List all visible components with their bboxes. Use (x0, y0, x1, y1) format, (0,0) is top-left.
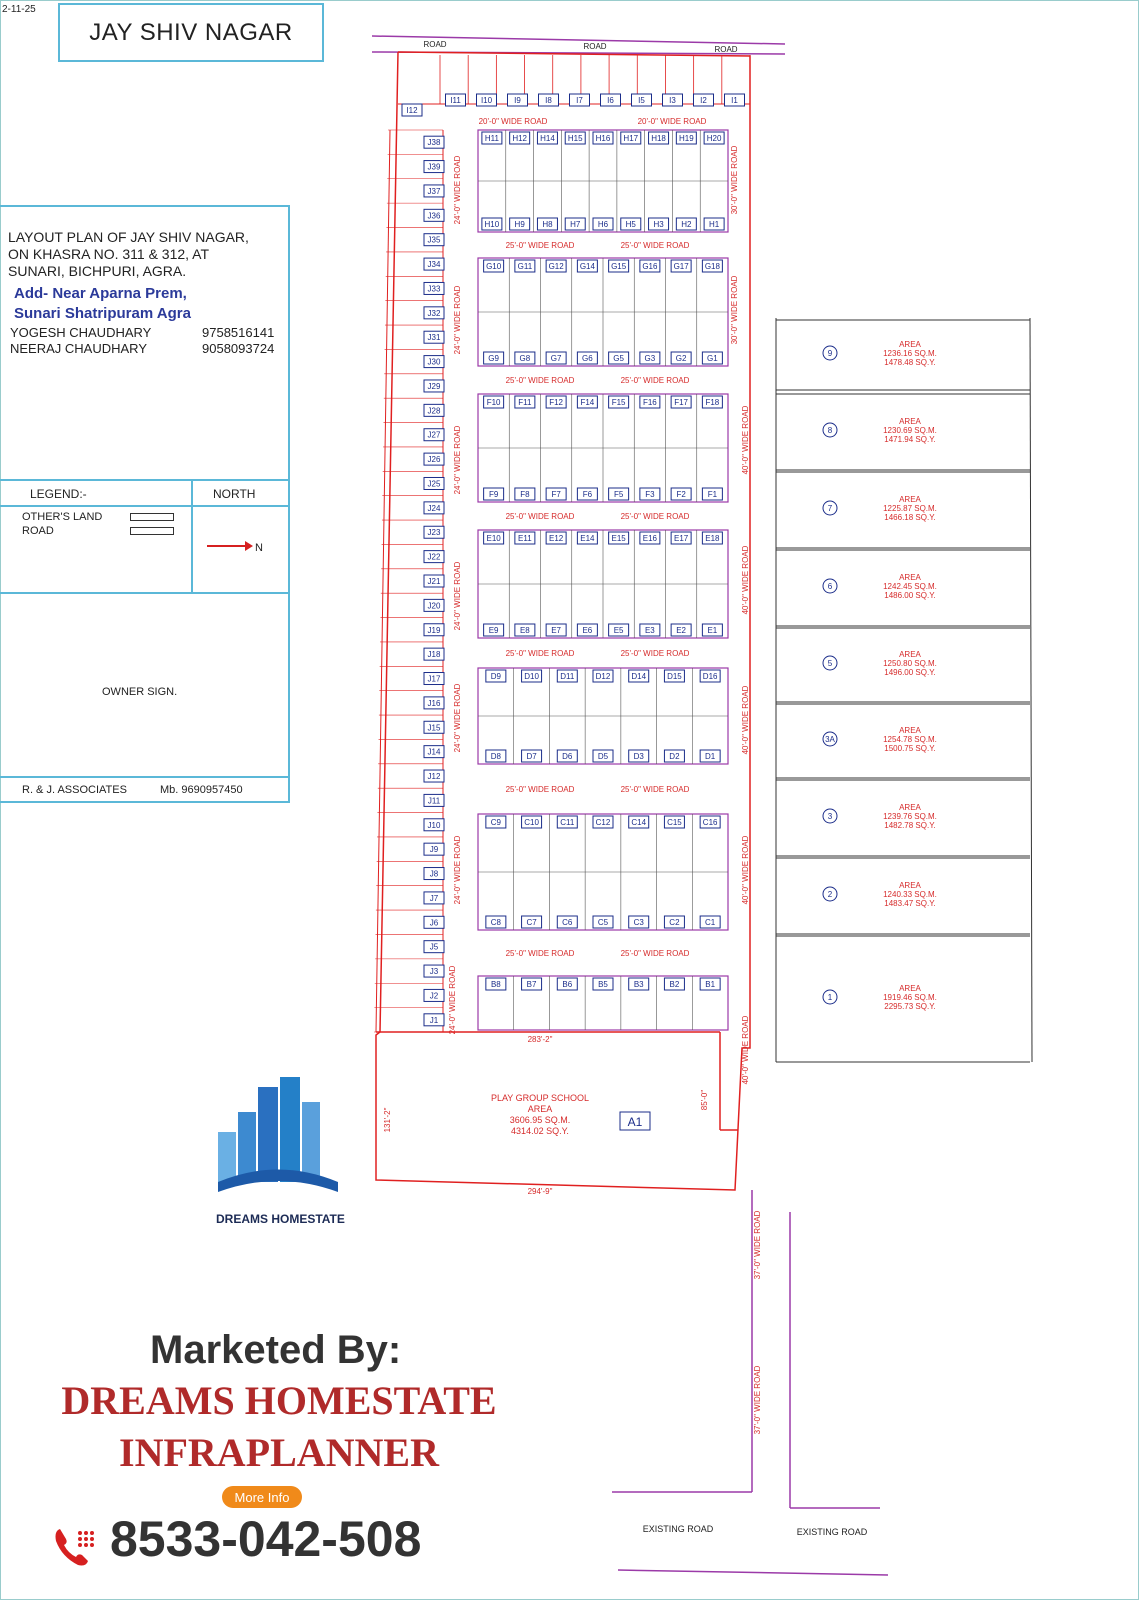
page-title: JAY SHIV NAGAR (58, 3, 324, 62)
plot-id: B6 (562, 980, 573, 989)
plot-id: J18 (427, 650, 441, 660)
contact-phone: 9758516141 (202, 325, 275, 340)
plot-id: J19 (427, 625, 441, 635)
plot-id: C5 (597, 918, 609, 927)
road-label: 40'-0" WIDE ROAD (741, 835, 750, 905)
plot-id: C10 (524, 818, 539, 827)
date-stamp: 2-11-25 (2, 4, 36, 15)
legend-others-land: OTHER'S LAND (22, 511, 103, 523)
plot-id: E3 (644, 626, 655, 635)
plot-id: J8 (429, 869, 439, 879)
plot-id: H11 (484, 134, 499, 143)
road-label: 20'-0" WIDE ROAD (478, 117, 548, 126)
plot-id: F1 (707, 490, 718, 499)
plot-id: E10 (486, 534, 501, 543)
road-label: 25'-0" WIDE ROAD (620, 241, 690, 250)
plot-id: F18 (705, 398, 720, 407)
plot-id: H1 (708, 220, 720, 229)
plot-id: J22 (427, 552, 441, 562)
plot-id: D1 (705, 752, 716, 761)
plot-id: J38 (427, 138, 441, 148)
school-area-label: AREA (527, 1104, 553, 1114)
company-name-line-2: INFRAPLANNER (119, 1430, 439, 1475)
plot-id: E7 (551, 626, 562, 635)
plot-id: H8 (542, 220, 553, 229)
plot-id: D16 (702, 672, 718, 681)
plot-id: I10 (480, 96, 493, 105)
plot-area-label: AREA (899, 726, 921, 735)
plot-id: E12 (549, 534, 564, 543)
plot-id: D12 (595, 672, 611, 681)
plot-id: E8 (519, 626, 530, 635)
road-label: 24'-0" WIDE ROAD (453, 683, 462, 753)
plot-id: H10 (484, 220, 500, 229)
plot-id: C14 (631, 818, 647, 827)
plot-id: C6 (562, 918, 573, 927)
plot-id: 2 (827, 890, 833, 899)
brand-logo-text: DREAMS HOMESTATE (216, 1212, 345, 1226)
plot-id: J34 (427, 260, 441, 270)
plot-id: E6 (582, 626, 593, 635)
plot-id: J23 (427, 528, 441, 538)
plot-id: H19 (678, 134, 694, 143)
plot-id: E17 (674, 534, 689, 543)
plot-id: J9 (429, 845, 439, 855)
plot-id: H12 (512, 134, 528, 143)
plot-id: I3 (669, 96, 676, 105)
plot-id: H2 (681, 220, 692, 229)
plot-id: J26 (427, 455, 441, 465)
plot-area-label: AREA (899, 495, 921, 504)
north-label: N (255, 542, 263, 554)
layout-line-3: SUNARI, BICHPURI, AGRA. (8, 263, 187, 279)
plot-area-sqm: 1225.87 SQ.M. (883, 504, 937, 513)
plot-id: I12 (406, 106, 418, 115)
plot-id: D9 (490, 672, 501, 681)
plot-id: 5 (827, 659, 833, 668)
marketed-by: Marketed By: (150, 1328, 402, 1372)
plot-id: I5 (638, 96, 645, 105)
plot-id: E1 (707, 626, 718, 635)
plot-id: J29 (427, 381, 441, 391)
plot-id: J10 (427, 820, 441, 830)
road-label: 24'-0" WIDE ROAD (453, 425, 462, 495)
plot-id: F8 (520, 490, 530, 499)
plot-id: J15 (427, 723, 441, 733)
plot-id: J12 (427, 772, 441, 782)
road-label: ROAD (583, 42, 607, 51)
road-edge (618, 1570, 888, 1575)
plot-id: A1 (627, 1115, 643, 1129)
plot-id: H17 (623, 134, 639, 143)
plot-id: G8 (519, 354, 531, 363)
plot-id: G16 (642, 262, 658, 271)
road-label: 24'-0" WIDE ROAD (453, 285, 462, 355)
plot-area-sqm: 1242.45 SQ.M. (883, 582, 937, 591)
plot-id: H18 (651, 134, 666, 143)
plot-id: J36 (427, 211, 441, 221)
plot-id: F7 (551, 490, 561, 499)
plot-id: H16 (595, 134, 611, 143)
plot-id: C11 (560, 818, 575, 827)
plot-id: I9 (514, 96, 521, 105)
plot-id: F5 (613, 490, 624, 499)
plot-id: I1 (731, 96, 738, 105)
plot-id: F2 (676, 490, 686, 499)
plot-id: D3 (633, 752, 644, 761)
plot-id: 3 (827, 812, 833, 821)
plot-id: C2 (669, 918, 680, 927)
plot-id: J2 (429, 991, 439, 1001)
plot-id: G3 (644, 354, 656, 363)
contact-name: YOGESH CHAUDHARY (10, 325, 152, 340)
plot-area-sqm: 1250.80 SQ.M. (883, 659, 937, 668)
plot-area-sqy: 2295.73 SQ.Y. (884, 1002, 936, 1011)
north-title: NORTH (213, 487, 256, 501)
plot-area-sqy: 1486.00 SQ.Y. (884, 591, 936, 600)
plot-id: D15 (667, 672, 682, 681)
road-label: 24'-0" WIDE ROAD (453, 561, 462, 631)
address-line-2: Sunari Shatripuram Agra (14, 305, 191, 322)
plot-id: J7 (429, 893, 439, 903)
layout-line-1: LAYOUT PLAN OF JAY SHIV NAGAR, (8, 229, 249, 245)
plot-id: G15 (611, 262, 627, 271)
more-info-button[interactable]: More Info (222, 1486, 302, 1508)
plot-id: C1 (705, 918, 716, 927)
plot-id: G14 (579, 262, 595, 271)
road-label: 25'-0" WIDE ROAD (505, 376, 575, 385)
plot-id: D7 (526, 752, 537, 761)
plot-area-sqy: 1496.00 SQ.Y. (884, 668, 936, 677)
plot-id: H9 (514, 220, 525, 229)
road-label: 40'-0" WIDE ROAD (741, 1015, 750, 1085)
road-label: 24'-0" WIDE ROAD (453, 835, 462, 905)
legend-title: LEGEND:- (30, 487, 87, 501)
road-label: 30'-0" WIDE ROAD (730, 275, 739, 345)
contact-name: NEERAJ CHAUDHARY (10, 341, 148, 356)
road-label: 25'-0" WIDE ROAD (620, 649, 690, 658)
road-label: 37'-0" WIDE ROAD (753, 1365, 762, 1435)
layout-line-2: ON KHASRA NO. 311 & 312, AT (8, 246, 210, 262)
plot-area-sqy: 1466.18 SQ.Y. (884, 513, 936, 522)
plot-id: C9 (490, 818, 501, 827)
plot-id: J24 (427, 503, 441, 513)
plot-area-label: AREA (899, 881, 921, 890)
road-label: 20'-0" WIDE ROAD (637, 117, 707, 126)
plot-id: G7 (550, 354, 562, 363)
plot-id: 8 (827, 426, 833, 435)
phone-icon (52, 1525, 96, 1569)
plot-id: 6 (827, 582, 833, 591)
associates-mobile: Mb. 9690957450 (160, 784, 243, 796)
plot-id: C7 (526, 918, 537, 927)
plot-id: I11 (450, 96, 461, 105)
plot-area-label: AREA (899, 803, 921, 812)
plot-area-sqm: 1230.69 SQ.M. (883, 426, 937, 435)
dimension-label: 131'-2" (383, 1107, 392, 1133)
plot-id: J14 (427, 747, 441, 757)
plot-area-label: AREA (899, 984, 921, 993)
plot-id: F6 (582, 490, 593, 499)
plot-id: J27 (427, 430, 441, 440)
plot-id: I8 (545, 96, 552, 105)
plot-id: B1 (705, 980, 716, 989)
plot-id: G5 (613, 354, 624, 363)
plot-id: C12 (595, 818, 611, 827)
plot-id: G18 (704, 262, 720, 271)
dimension-label: 294'-9" (527, 1187, 553, 1196)
plot-id: J1 (429, 1015, 439, 1025)
plot-area-sqy: 1483.47 SQ.Y. (884, 899, 936, 908)
plot-id: I2 (700, 96, 707, 105)
plot-id: 7 (827, 504, 833, 513)
dimension-label: 283'-2" (527, 1035, 553, 1044)
plot-id: E11 (518, 534, 532, 543)
plot-area-label: AREA (899, 573, 921, 582)
legend-road: ROAD (22, 525, 54, 537)
plot-id: 1 (827, 993, 833, 1002)
plot-id: G11 (517, 262, 533, 271)
plot-id: J11 (427, 796, 441, 806)
road-label: 25'-0" WIDE ROAD (620, 512, 690, 521)
plot-id: J33 (427, 284, 441, 294)
road-label: 25'-0" WIDE ROAD (620, 785, 690, 794)
plot-id: H20 (706, 134, 722, 143)
plot-area-sqm: 1919.46 SQ.M. (883, 993, 937, 1002)
plot-id: H6 (597, 220, 609, 229)
plot-id: G10 (486, 262, 502, 271)
school-area-sqy: 4314.02 SQ.Y. (511, 1126, 569, 1136)
plot-id: 9 (827, 349, 833, 358)
road-label: 40'-0" WIDE ROAD (741, 685, 750, 755)
plot-area-sqm: 1239.76 SQ.M. (883, 812, 937, 821)
plot-id: D10 (524, 672, 539, 681)
plot-id: D2 (669, 752, 680, 761)
phone-number[interactable]: 8533-042-508 (110, 1511, 422, 1567)
plot-id: F16 (642, 398, 657, 407)
road-label: 24'-0" WIDE ROAD (448, 965, 457, 1035)
road-label: 25'-0" WIDE ROAD (620, 949, 690, 958)
company-name (44, 1375, 514, 1479)
plot-id: F9 (488, 490, 499, 499)
plot-id: I6 (607, 96, 614, 105)
plot-id: 3A (825, 735, 835, 744)
road-label: 25'-0" WIDE ROAD (620, 376, 690, 385)
plot-id: B5 (598, 980, 608, 989)
road-label: ROAD (714, 45, 738, 54)
plot-id: G6 (582, 354, 593, 363)
plot-id: J6 (429, 918, 439, 928)
plot-id: G12 (548, 262, 564, 271)
road-label: 40'-0" WIDE ROAD (741, 405, 750, 475)
plot-id: J17 (427, 674, 441, 684)
plot-id: J39 (427, 162, 441, 172)
plot-area-sqy: 1478.48 SQ.Y. (884, 358, 936, 367)
plot-id: E16 (642, 534, 657, 543)
plot-area-sqy: 1471.94 SQ.Y. (884, 435, 936, 444)
plot-id: C16 (702, 818, 718, 827)
road-label: 25'-0" WIDE ROAD (505, 649, 575, 658)
road-label: 24'-0" WIDE ROAD (453, 155, 462, 225)
plot-id: J37 (427, 186, 441, 196)
plot-id: C8 (490, 918, 501, 927)
plot-area-sqy: 1482.78 SQ.Y. (884, 821, 936, 830)
plot-id: H15 (567, 134, 583, 143)
plot-id: B2 (669, 980, 680, 989)
plot-id: G9 (488, 354, 499, 363)
plot-id: D8 (490, 752, 501, 761)
plot-id: J31 (427, 333, 441, 343)
plot-area-sqm: 1236.16 SQ.M. (883, 349, 937, 358)
plot-id: C15 (667, 818, 682, 827)
road-label: 25'-0" WIDE ROAD (505, 512, 575, 521)
plot-id: F15 (611, 398, 626, 407)
address-line-1: Add- Near Aparna Prem, (14, 285, 187, 302)
plot-id: F10 (486, 398, 501, 407)
road-label: EXISTING ROAD (642, 1524, 714, 1534)
plot-line (1030, 318, 1032, 1062)
plot-id: H14 (540, 134, 555, 143)
plot-id: J25 (427, 479, 441, 489)
plot-id: B7 (526, 980, 537, 989)
plot-id: J20 (427, 601, 441, 611)
plot-id: F11 (518, 398, 532, 407)
plot-id: E15 (611, 534, 626, 543)
plot-id: D5 (597, 752, 609, 761)
building-logo-icon (218, 1072, 338, 1202)
plot-id: J5 (429, 942, 439, 952)
plot-id: B3 (633, 980, 644, 989)
plot-id: J28 (427, 406, 441, 416)
plot-id: J3 (429, 967, 439, 977)
road-label: ROAD (423, 40, 447, 49)
plot-id: C3 (633, 918, 644, 927)
associates-name: R. & J. ASSOCIATES (22, 784, 127, 796)
company-name-line-1: DREAMS HOMESTATE (61, 1378, 497, 1423)
road-label: 40'-0" WIDE ROAD (741, 545, 750, 615)
plot-id: J35 (427, 235, 441, 245)
plot-id: G17 (673, 262, 689, 271)
plot-id: B8 (490, 980, 501, 989)
road-label: 30'-0" WIDE ROAD (730, 145, 739, 215)
plot-id: F14 (580, 398, 595, 407)
plot-id: E2 (676, 626, 687, 635)
dimension-label: 85'-0" (700, 1089, 709, 1111)
road-label: EXISTING ROAD (796, 1527, 868, 1537)
contact-phone: 9058093724 (202, 341, 275, 356)
road-label: 25'-0" WIDE ROAD (505, 241, 575, 250)
plot-id: E5 (613, 626, 624, 635)
plot-id: J32 (427, 308, 441, 318)
school-area-sqm: 3606.95 SQ.M. (509, 1115, 571, 1125)
owner-sign-label: OWNER SIGN. (102, 686, 178, 698)
plot-area-label: AREA (899, 340, 921, 349)
plot-id: I7 (576, 96, 583, 105)
plot-area-label: AREA (899, 650, 921, 659)
plot-id: J30 (427, 357, 441, 367)
plot-id: E18 (705, 534, 720, 543)
school-name: PLAY GROUP SCHOOL (490, 1093, 590, 1103)
plot-id: E9 (488, 626, 499, 635)
plot-id: F3 (645, 490, 655, 499)
plot-id: D6 (562, 752, 573, 761)
plot-id: H3 (653, 220, 664, 229)
road-label: 37'-0" WIDE ROAD (753, 1210, 762, 1280)
plot-area-sqy: 1500.75 SQ.Y. (884, 744, 936, 753)
plot-id: J16 (427, 698, 441, 708)
plot-id: F17 (674, 398, 689, 407)
plot-area-label: AREA (899, 417, 921, 426)
plot-id: H5 (625, 220, 636, 229)
plot-id: D14 (631, 672, 647, 681)
plot-id: J21 (427, 577, 441, 586)
plot-id: D11 (560, 672, 575, 681)
plot-id: E14 (580, 534, 595, 543)
road-label: 25'-0" WIDE ROAD (505, 785, 575, 794)
plot-id: G2 (675, 354, 687, 363)
road-label: 25'-0" WIDE ROAD (505, 949, 575, 958)
plot-area-sqm: 1254.78 SQ.M. (883, 735, 937, 744)
plot-id: G1 (707, 354, 718, 363)
plot-area-sqm: 1240.33 SQ.M. (883, 890, 937, 899)
plot-id: H7 (570, 220, 581, 229)
plot-id: F12 (549, 398, 564, 407)
